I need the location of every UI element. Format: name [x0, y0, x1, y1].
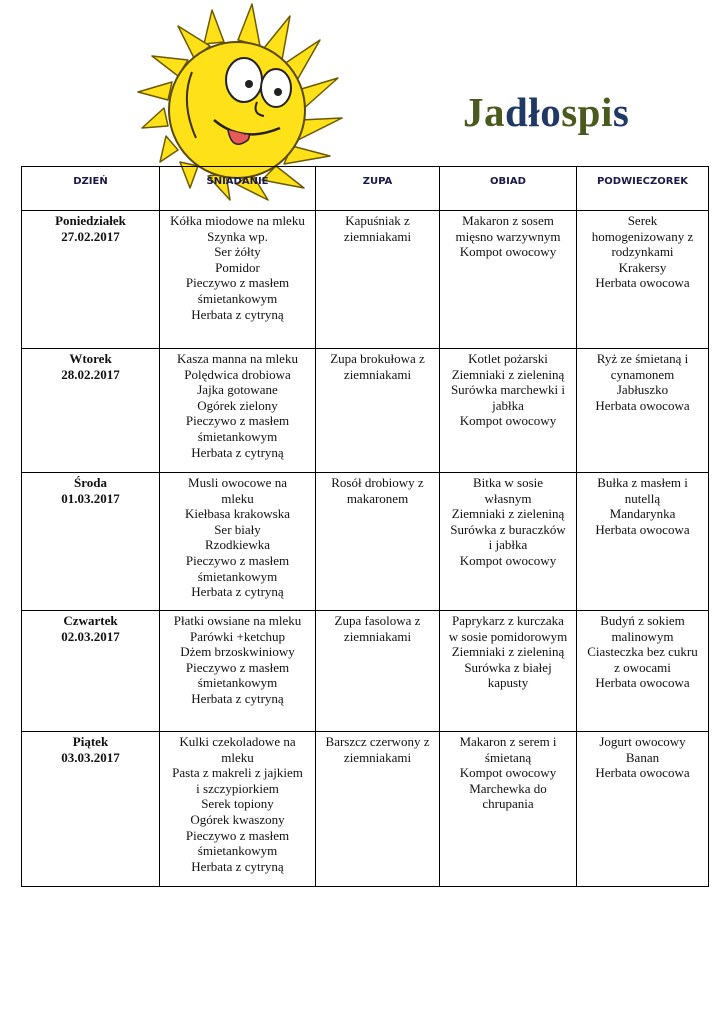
menu-item: Ziemniaki z zieleniną — [451, 366, 565, 382]
menu-item: Kompot owocowy — [459, 244, 557, 260]
menu-item: z owocami — [614, 659, 671, 675]
menu-item: rodzynkami — [611, 244, 674, 260]
header-snack: PODWIECZOREK — [577, 167, 709, 211]
menu-item: Kompot owocowy — [459, 413, 557, 429]
day-date: 01.03.2017 — [61, 490, 120, 506]
title-part-4: s — [612, 89, 630, 135]
menu-item: śmietankowym — [197, 290, 278, 306]
menu-item: ziemniakami — [343, 628, 412, 644]
menu-item: Zupa brokułowa z — [330, 351, 425, 366]
menu-item: Surówka marchewki i — [450, 382, 566, 398]
menu-item: Kompot owocowy — [459, 765, 557, 781]
breakfast-cell — [160, 349, 316, 473]
dinner-cell — [440, 732, 577, 887]
dinner-cell — [440, 611, 577, 732]
menu-item: Jajka gotowane — [197, 382, 278, 398]
menu-item: Szynka wp. — [207, 228, 268, 244]
menu-item: Herbata z cytryną — [191, 306, 284, 322]
header-dinner: OBIAD — [440, 167, 577, 211]
menu-item: Paprykarz z kurczaka — [452, 613, 564, 628]
menu-item: Herbata z cytryną — [191, 858, 284, 874]
menu-item: kapusty — [487, 675, 529, 691]
menu-item: Surówka z białej — [464, 659, 552, 675]
breakfast-cell — [160, 732, 316, 887]
menu-item: Jabłuszko — [616, 382, 669, 398]
menu-item: Ogórek kwaszony — [190, 811, 285, 827]
menu-item: ziemniakami — [343, 228, 412, 244]
menu-item: mleku — [221, 749, 254, 765]
menu-item: Rosół drobiowy z — [331, 475, 424, 490]
menu-item: Ryż ze śmietaną i — [596, 351, 689, 366]
menu-item: Banan — [625, 749, 660, 765]
menu-item: ziemniakami — [343, 749, 412, 765]
day-name: Piątek — [72, 734, 109, 749]
day-date: 27.02.2017 — [61, 228, 120, 244]
menu-item: Ser biały — [214, 521, 261, 537]
menu-item: Budyń z sokiem — [600, 613, 685, 628]
menu-item: Kasza manna na mleku — [177, 351, 298, 366]
menu-item: i szczypiorkiem — [196, 780, 279, 796]
menu-item: Kompot owocowy — [459, 552, 557, 568]
day-date: 28.02.2017 — [61, 366, 120, 382]
menu-item: Herbata z cytryną — [191, 584, 284, 600]
snack-cell — [577, 611, 709, 732]
menu-item: Herbata z cytryną — [191, 690, 284, 706]
soup-cell — [316, 611, 440, 732]
menu-item: Makaron z serem i — [459, 734, 557, 749]
menu-item: Polędwica drobiowa — [184, 366, 291, 382]
table-row — [22, 732, 709, 887]
day-name: Poniedziałek — [55, 213, 126, 228]
menu-item: Herbata z cytryną — [191, 444, 284, 460]
menu-item: Ziemniaki z zieleniną — [451, 506, 565, 522]
day-cell — [22, 473, 160, 611]
menu-item: Ciasteczka bez cukru — [587, 644, 698, 660]
table-row — [22, 211, 709, 349]
menu-item: malinowym — [611, 628, 674, 644]
soup-cell — [316, 732, 440, 887]
menu-table — [21, 166, 709, 887]
dinner-cell — [440, 473, 577, 611]
menu-item: śmietankowym — [197, 428, 278, 444]
header-breakfast: ŚNIADANIE — [160, 167, 316, 211]
menu-item: w sosie pomidorowym — [448, 628, 568, 644]
menu-item: nutellą — [624, 490, 661, 506]
menu-item: homogenizowany z — [591, 228, 694, 244]
menu-item: Pieczywo z masłem — [185, 552, 290, 568]
breakfast-cell — [160, 211, 316, 349]
menu-item: Kapuśniak z — [345, 213, 410, 228]
menu-item: Ser żółty — [214, 244, 261, 260]
dinner-cell — [440, 211, 577, 349]
title-part-2: dło — [505, 89, 562, 135]
menu-item: Pasta z makreli z jajkiem — [172, 765, 303, 781]
menu-item: Parówki +ketchup — [189, 628, 286, 644]
menu-item: i jabłka — [488, 537, 528, 553]
table-row — [22, 473, 709, 611]
menu-item: śmietankowym — [197, 843, 278, 859]
menu-item: Mandarynka — [609, 506, 676, 522]
menu-item: Marchewka do — [469, 780, 547, 796]
menu-item: Pieczywo z masłem — [185, 275, 290, 291]
header-row — [22, 167, 709, 211]
day-name: Czwartek — [63, 613, 118, 628]
menu-item: mleku — [221, 490, 254, 506]
menu-item: Kiełbasa krakowska — [184, 506, 291, 522]
menu-item: Dżem brzoskwiniowy — [180, 644, 295, 660]
menu-item: mięsno warzywnym — [455, 228, 561, 244]
day-name: Wtorek — [69, 351, 112, 366]
menu-item: własnym — [484, 490, 532, 506]
menu-item: Herbata owocowa — [595, 675, 690, 691]
title-part-1: Ja — [463, 89, 505, 135]
menu-item: Bułka z masłem i — [597, 475, 688, 490]
menu-item: Herbata owocowa — [595, 521, 690, 537]
menu-item: Herbata owocowa — [595, 275, 690, 291]
snack-cell — [577, 732, 709, 887]
menu-item: śmietaną — [484, 749, 532, 765]
menu-item: Serek — [627, 213, 658, 228]
snack-cell — [577, 349, 709, 473]
day-cell — [22, 611, 160, 732]
menu-item: Rzodkiewka — [205, 537, 270, 553]
day-date: 03.03.2017 — [61, 749, 120, 765]
title-part-3: spi — [561, 89, 613, 135]
menu-item: Ogórek zielony — [197, 397, 278, 413]
menu-item: śmietankowym — [197, 568, 278, 584]
snack-cell — [577, 211, 709, 349]
menu-item: Pieczywo z masłem — [185, 413, 290, 429]
menu-item: Pomidor — [215, 259, 260, 275]
header-soup: ZUPA — [316, 167, 440, 211]
day-cell — [22, 211, 160, 349]
page-title — [463, 88, 629, 136]
menu-item: makaronem — [346, 490, 409, 506]
menu-item: Herbata owocowa — [595, 765, 690, 781]
breakfast-cell — [160, 473, 316, 611]
menu-item: Płatki owsiane na mleku — [173, 613, 302, 628]
menu-item: Ziemniaki z zieleniną — [451, 644, 565, 660]
menu-item: Herbata owocowa — [595, 397, 690, 413]
menu-item: Surówka z buraczków — [450, 521, 566, 537]
menu-item: Makaron z sosem — [462, 213, 554, 228]
menu-item: Zupa fasolowa z — [334, 613, 421, 628]
menu-item: ziemniakami — [343, 366, 412, 382]
header-day: DZIEŃ — [22, 167, 160, 211]
menu-item: Kółka miodowe na mleku — [170, 213, 305, 228]
menu-item: chrupania — [482, 796, 534, 812]
menu-item: Kulki czekoladowe na — [179, 734, 296, 749]
soup-cell — [316, 473, 440, 611]
menu-item: jabłka — [492, 397, 524, 413]
dinner-cell — [440, 349, 577, 473]
soup-cell — [316, 349, 440, 473]
table-row — [22, 349, 709, 473]
menu-item: cynamonem — [610, 366, 675, 382]
menu-item: Bitka w sosie — [472, 475, 544, 490]
soup-cell — [316, 211, 440, 349]
menu-item: Pieczywo z masłem — [185, 659, 290, 675]
menu-item: Jogurt owocowy — [599, 734, 686, 749]
day-date: 02.03.2017 — [61, 628, 120, 644]
table-row — [22, 611, 709, 732]
menu-item: Barszcz czerwony z — [325, 734, 430, 749]
menu-item: Pieczywo z masłem — [185, 827, 290, 843]
menu-item: Musli owocowe na — [188, 475, 287, 490]
day-name: Środa — [74, 475, 107, 490]
breakfast-cell — [160, 611, 316, 732]
snack-cell — [577, 473, 709, 611]
day-cell — [22, 349, 160, 473]
menu-item: Kotlet pożarski — [468, 351, 548, 366]
day-cell — [22, 732, 160, 887]
menu-item: Serek topiony — [201, 796, 274, 812]
menu-item: Krakersy — [618, 259, 667, 275]
menu-item: śmietankowym — [197, 675, 278, 691]
